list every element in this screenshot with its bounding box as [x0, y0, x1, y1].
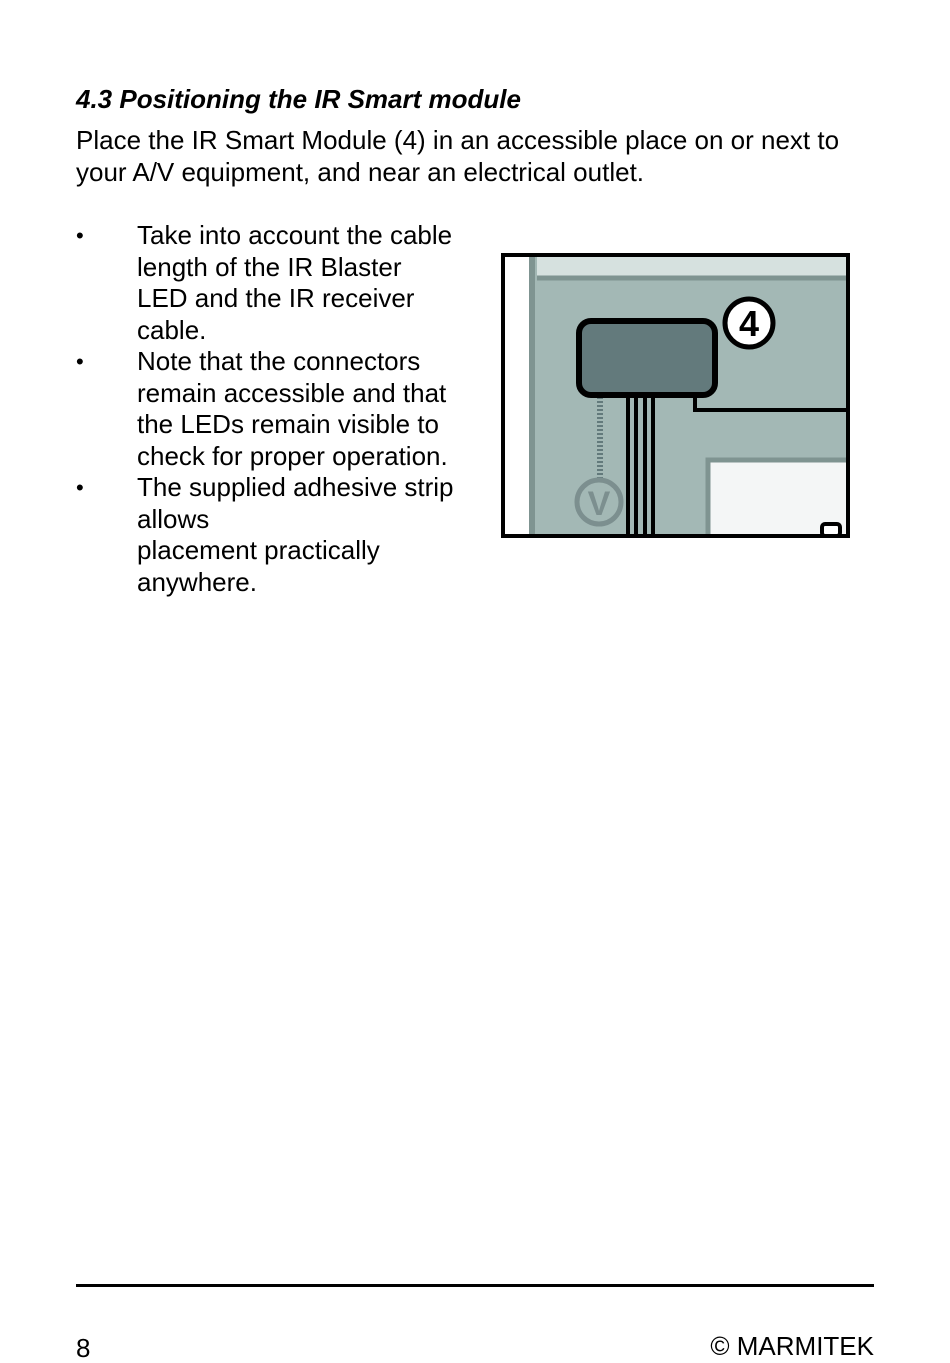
ir-blaster-cable-right: [645, 391, 653, 538]
ir-module-illustration: [501, 253, 850, 538]
list-item-line: placement practically: [137, 535, 380, 565]
list-item-line: Note that the connectors: [137, 346, 421, 376]
bullet-icon: •: [76, 475, 84, 500]
list-item-line: cable.: [137, 314, 207, 345]
module-number-label: 4: [738, 303, 760, 344]
list-item-line: remain accessible and that: [137, 377, 447, 408]
list-item-line: Take into account the cable: [137, 220, 453, 250]
receiver-letter: V: [587, 485, 611, 523]
list-item: [76, 220, 476, 346]
list-item-line: the LEDs remain visible to: [137, 409, 440, 439]
list-item-line: anywhere.: [137, 566, 257, 597]
bullet-icon: •: [76, 223, 84, 248]
bullet-icon: •: [76, 349, 84, 374]
footer-rule: [76, 1284, 874, 1287]
panel-top-light-strip: [537, 256, 847, 276]
list-item-line: LED and the IR receiver: [137, 283, 415, 313]
list-item-line: allows: [137, 503, 210, 534]
page-number: 8: [76, 1333, 91, 1363]
list-item-line: check for proper operation.: [137, 440, 448, 471]
ir-blaster-cable-left: [628, 391, 636, 538]
intro-paragraph: Place the IR Smart Module (4) in an accessible place on or next to your A/V equipment, and near an electrical outlet.: [76, 125, 840, 187]
section-heading: 4.3 Positioning the IR Smart module: [76, 84, 521, 114]
list-item: [76, 346, 476, 472]
copyright-notice: © MARMITEK: [710, 1331, 874, 1361]
ir-smart-module-box: [579, 321, 715, 395]
list-item-line: The supplied adhesive strip: [137, 472, 454, 502]
bullet-list: [76, 220, 476, 598]
list-item: [76, 472, 476, 598]
list-item-line: length of the IR Blaster: [137, 251, 402, 282]
